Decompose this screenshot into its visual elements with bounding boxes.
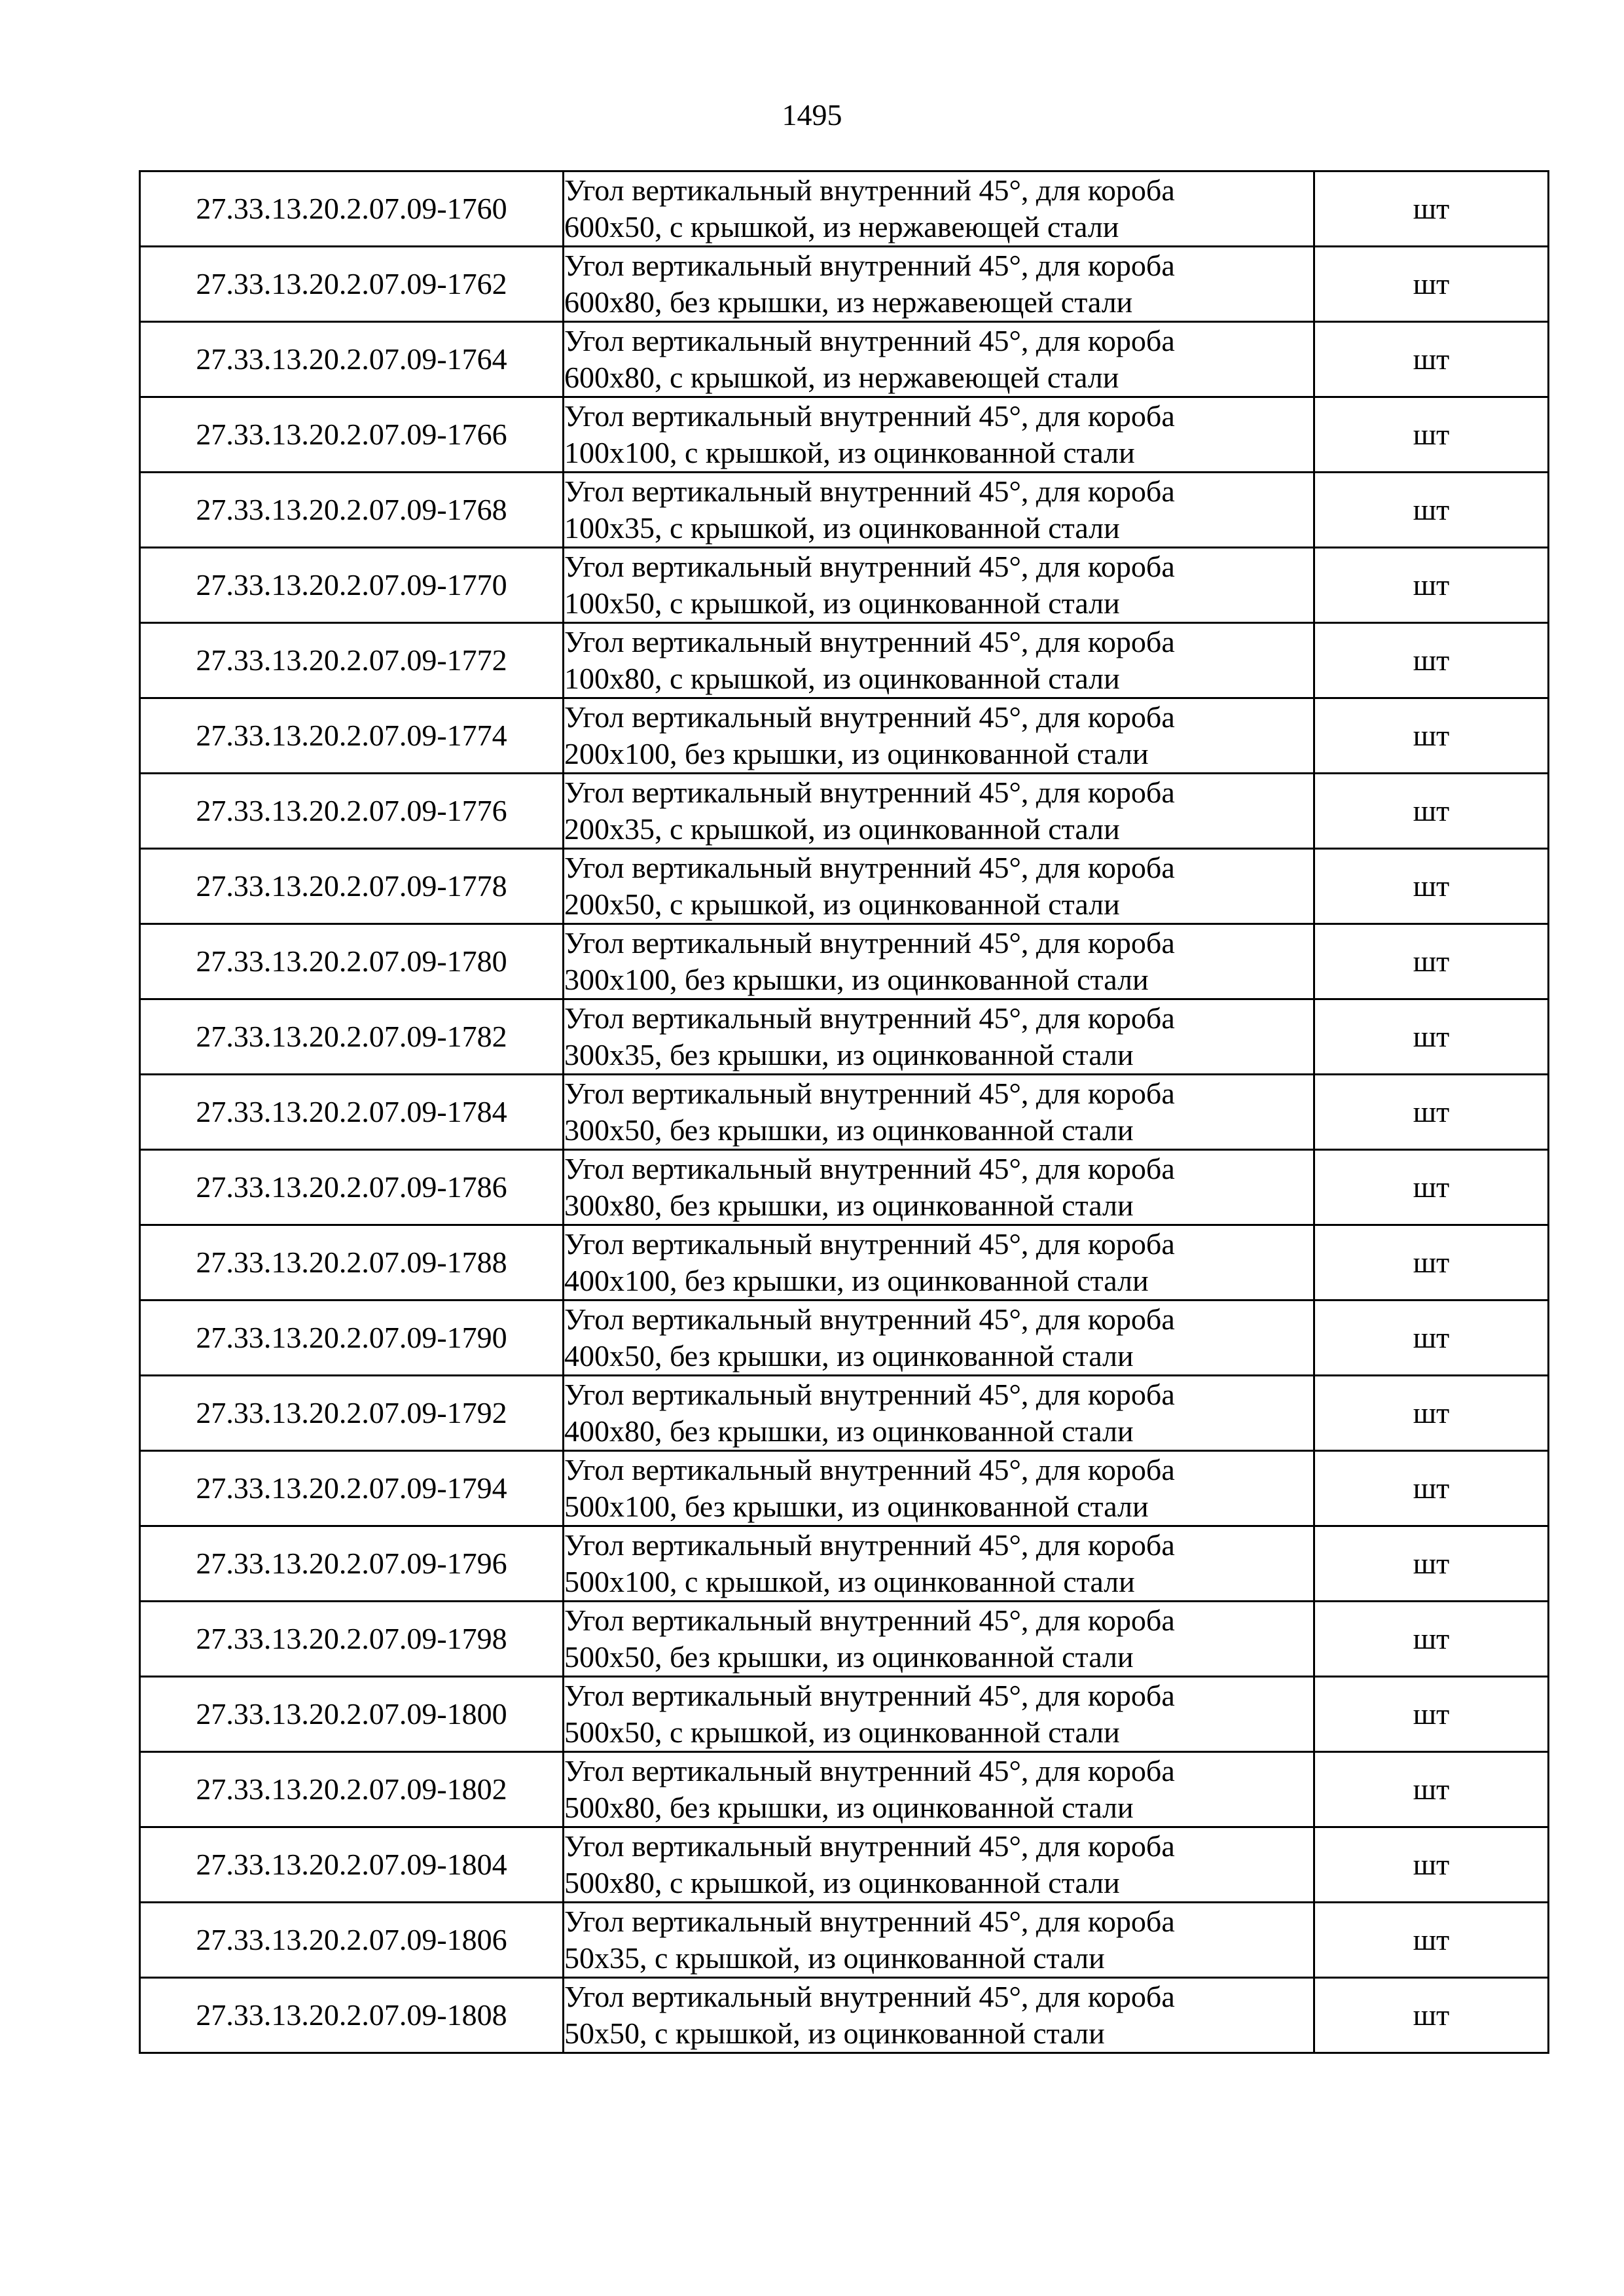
resource-description	[564, 548, 1314, 623]
description-line-2: 200х35, с крышкой, из оцинкованной стали	[564, 812, 1120, 846]
description-line-2: 500х50, с крышкой, из оцинкованной стали	[564, 1715, 1120, 1749]
resource-description	[564, 171, 1314, 247]
description-line-1: Угол вертикальный внутренний 45°, для короба	[564, 324, 1175, 357]
description-line-1: Угол вертикальный внутренний 45°, для короба	[564, 249, 1175, 282]
resource-description	[564, 1150, 1314, 1225]
unit-of-measure: шт	[1314, 623, 1549, 698]
resource-code: 27.33.13.20.2.07.09-1800	[140, 1677, 564, 1752]
resource-description	[564, 1752, 1314, 1827]
description-line-1: Угол вертикальный внутренний 45°, для короба	[564, 1152, 1175, 1185]
resource-description	[564, 1376, 1314, 1451]
table-row	[140, 1376, 1549, 1451]
resource-code: 27.33.13.20.2.07.09-1782	[140, 999, 564, 1075]
unit-of-measure: шт	[1314, 1150, 1549, 1225]
table-row	[140, 774, 1549, 849]
description-line-2: 200х50, с крышкой, из оцинкованной стали	[564, 888, 1120, 921]
unit-of-measure: шт	[1314, 924, 1549, 999]
description-line-2: 300х80, без крышки, из оцинкованной стали	[564, 1189, 1134, 1222]
description-line-1: Угол вертикальный внутренний 45°, для короба	[564, 625, 1175, 658]
description-line-2: 600х80, без крышки, из нержавеющей стали	[564, 285, 1133, 319]
table-row	[140, 1150, 1549, 1225]
description-line-1: Угол вертикальный внутренний 45°, для короба	[564, 1528, 1175, 1562]
description-line-1: Угол вертикальный внутренний 45°, для короба	[564, 1453, 1175, 1486]
table-row	[140, 1752, 1549, 1827]
table-row	[140, 1225, 1549, 1300]
description-line-2: 50х50, с крышкой, из оцинкованной стали	[564, 2017, 1105, 2050]
resource-code: 27.33.13.20.2.07.09-1784	[140, 1075, 564, 1150]
unit-of-measure: шт	[1314, 1075, 1549, 1150]
table-row	[140, 1300, 1549, 1376]
description-line-2: 50х35, с крышкой, из оцинкованной стали	[564, 1941, 1105, 1975]
resource-code: 27.33.13.20.2.07.09-1760	[140, 171, 564, 247]
description-line-2: 500х80, без крышки, из оцинкованной стали	[564, 1791, 1134, 1824]
resource-description	[564, 999, 1314, 1075]
resource-code: 27.33.13.20.2.07.09-1768	[140, 473, 564, 548]
table-row	[140, 849, 1549, 924]
unit-of-measure: шт	[1314, 1451, 1549, 1526]
table-row	[140, 999, 1549, 1075]
resource-description	[564, 1300, 1314, 1376]
resource-code: 27.33.13.20.2.07.09-1802	[140, 1752, 564, 1827]
resource-description	[564, 924, 1314, 999]
unit-of-measure: шт	[1314, 548, 1549, 623]
resource-code: 27.33.13.20.2.07.09-1794	[140, 1451, 564, 1526]
unit-of-measure: шт	[1314, 1752, 1549, 1827]
catalog-table	[139, 170, 1549, 2054]
resource-description	[564, 1602, 1314, 1677]
resource-code: 27.33.13.20.2.07.09-1788	[140, 1225, 564, 1300]
resource-code: 27.33.13.20.2.07.09-1766	[140, 397, 564, 473]
unit-of-measure: шт	[1314, 999, 1549, 1075]
resource-description	[564, 397, 1314, 473]
unit-of-measure: шт	[1314, 1300, 1549, 1376]
unit-of-measure: шт	[1314, 397, 1549, 473]
description-line-1: Угол вертикальный внутренний 45°, для короба	[564, 1227, 1175, 1261]
unit-of-measure: шт	[1314, 1526, 1549, 1602]
unit-of-measure: шт	[1314, 322, 1549, 397]
table-row	[140, 1677, 1549, 1752]
resource-code: 27.33.13.20.2.07.09-1796	[140, 1526, 564, 1602]
unit-of-measure: шт	[1314, 1677, 1549, 1752]
catalog-table-body	[140, 171, 1549, 2053]
resource-code: 27.33.13.20.2.07.09-1774	[140, 698, 564, 774]
description-line-1: Угол вертикальный внутренний 45°, для короба	[564, 1980, 1175, 2013]
resource-description	[564, 774, 1314, 849]
table-row	[140, 473, 1549, 548]
unit-of-measure: шт	[1314, 473, 1549, 548]
description-line-2: 100х50, с крышкой, из оцинкованной стали	[564, 586, 1120, 620]
unit-of-measure: шт	[1314, 698, 1549, 774]
unit-of-measure: шт	[1314, 171, 1549, 247]
description-line-2: 600х80, с крышкой, из нержавеющей стали	[564, 361, 1119, 394]
resource-code: 27.33.13.20.2.07.09-1806	[140, 1903, 564, 1978]
unit-of-measure: шт	[1314, 247, 1549, 322]
description-line-2: 200х100, без крышки, из оцинкованной стали	[564, 737, 1149, 770]
description-line-2: 500х80, с крышкой, из оцинкованной стали	[564, 1866, 1120, 1899]
table-row	[140, 247, 1549, 322]
description-line-1: Угол вертикальный внутренний 45°, для короба	[564, 1604, 1175, 1637]
description-line-2: 500х100, без крышки, из оцинкованной стали	[564, 1490, 1149, 1523]
description-line-2: 400х100, без крышки, из оцинкованной стали	[564, 1264, 1149, 1297]
resource-description	[564, 247, 1314, 322]
description-line-1: Угол вертикальный внутренний 45°, для короба	[564, 399, 1175, 433]
description-line-2: 300х35, без крышки, из оцинкованной стали	[564, 1038, 1134, 1071]
resource-description	[564, 1225, 1314, 1300]
unit-of-measure: шт	[1314, 1376, 1549, 1451]
description-line-2: 100х35, с крышкой, из оцинкованной стали	[564, 511, 1120, 545]
resource-description	[564, 1677, 1314, 1752]
unit-of-measure: шт	[1314, 1827, 1549, 1903]
resource-description	[564, 1075, 1314, 1150]
description-line-1: Угол вертикальный внутренний 45°, для короба	[564, 1302, 1175, 1336]
description-line-1: Угол вертикальный внутренний 45°, для короба	[564, 1679, 1175, 1712]
table-row	[140, 698, 1549, 774]
description-line-2: 100х100, с крышкой, из оцинкованной стали	[564, 436, 1135, 469]
resource-code: 27.33.13.20.2.07.09-1808	[140, 1978, 564, 2053]
description-line-2: 400х50, без крышки, из оцинкованной стали	[564, 1339, 1134, 1372]
resource-description	[564, 1827, 1314, 1903]
description-line-2: 600х50, с крышкой, из нержавеющей стали	[564, 210, 1119, 243]
table-row	[140, 1827, 1549, 1903]
description-line-1: Угол вертикальный внутренний 45°, для короба	[564, 776, 1175, 809]
description-line-1: Угол вертикальный внутренний 45°, для короба	[564, 1001, 1175, 1035]
table-row	[140, 322, 1549, 397]
unit-of-measure: шт	[1314, 1978, 1549, 2053]
description-line-1: Угол вертикальный внутренний 45°, для короба	[564, 700, 1175, 734]
description-line-1: Угол вертикальный внутренний 45°, для короба	[564, 475, 1175, 508]
description-line-2: 500х100, с крышкой, из оцинкованной стали	[564, 1565, 1135, 1598]
table-row	[140, 1903, 1549, 1978]
table-row	[140, 1075, 1549, 1150]
table-row	[140, 1978, 1549, 2053]
unit-of-measure: шт	[1314, 774, 1549, 849]
description-line-2: 500х50, без крышки, из оцинкованной стали	[564, 1640, 1134, 1674]
description-line-1: Угол вертикальный внутренний 45°, для короба	[564, 1378, 1175, 1411]
resource-code: 27.33.13.20.2.07.09-1792	[140, 1376, 564, 1451]
description-line-2: 300х100, без крышки, из оцинкованной стали	[564, 963, 1149, 996]
resource-description	[564, 1978, 1314, 2053]
resource-description	[564, 1903, 1314, 1978]
description-line-2: 100х80, с крышкой, из оцинкованной стали	[564, 662, 1120, 695]
table-row	[140, 548, 1549, 623]
unit-of-measure: шт	[1314, 1225, 1549, 1300]
resource-code: 27.33.13.20.2.07.09-1776	[140, 774, 564, 849]
resource-code: 27.33.13.20.2.07.09-1770	[140, 548, 564, 623]
table-row	[140, 1602, 1549, 1677]
unit-of-measure: шт	[1314, 1602, 1549, 1677]
description-line-1: Угол вертикальный внутренний 45°, для короба	[564, 1905, 1175, 1938]
page-number: 1495	[782, 98, 842, 132]
table-row	[140, 1451, 1549, 1526]
description-line-2: 300х50, без крышки, из оцинкованной стали	[564, 1113, 1134, 1147]
unit-of-measure: шт	[1314, 849, 1549, 924]
resource-code: 27.33.13.20.2.07.09-1804	[140, 1827, 564, 1903]
resource-description	[564, 1526, 1314, 1602]
resource-code: 27.33.13.20.2.07.09-1762	[140, 247, 564, 322]
description-line-1: Угол вертикальный внутренний 45°, для короба	[564, 550, 1175, 583]
resource-description	[564, 1451, 1314, 1526]
resource-code: 27.33.13.20.2.07.09-1798	[140, 1602, 564, 1677]
description-line-1: Угол вертикальный внутренний 45°, для короба	[564, 173, 1175, 207]
description-line-1: Угол вертикальный внутренний 45°, для короба	[564, 1754, 1175, 1787]
resource-code: 27.33.13.20.2.07.09-1790	[140, 1300, 564, 1376]
description-line-2: 400х80, без крышки, из оцинкованной стали	[564, 1414, 1134, 1448]
resource-code: 27.33.13.20.2.07.09-1780	[140, 924, 564, 999]
resource-code: 27.33.13.20.2.07.09-1764	[140, 322, 564, 397]
table-row	[140, 924, 1549, 999]
resource-code: 27.33.13.20.2.07.09-1778	[140, 849, 564, 924]
resource-code: 27.33.13.20.2.07.09-1786	[140, 1150, 564, 1225]
resource-code: 27.33.13.20.2.07.09-1772	[140, 623, 564, 698]
table-row	[140, 171, 1549, 247]
resource-description	[564, 698, 1314, 774]
table-row	[140, 1526, 1549, 1602]
table-row	[140, 623, 1549, 698]
resource-description	[564, 623, 1314, 698]
description-line-1: Угол вертикальный внутренний 45°, для короба	[564, 851, 1175, 884]
description-line-1: Угол вертикальный внутренний 45°, для короба	[564, 926, 1175, 960]
resource-description	[564, 322, 1314, 397]
resource-description	[564, 849, 1314, 924]
description-line-1: Угол вертикальный внутренний 45°, для короба	[564, 1829, 1175, 1863]
table-row	[140, 397, 1549, 473]
description-line-1: Угол вертикальный внутренний 45°, для короба	[564, 1077, 1175, 1110]
resource-description	[564, 473, 1314, 548]
unit-of-measure: шт	[1314, 1903, 1549, 1978]
